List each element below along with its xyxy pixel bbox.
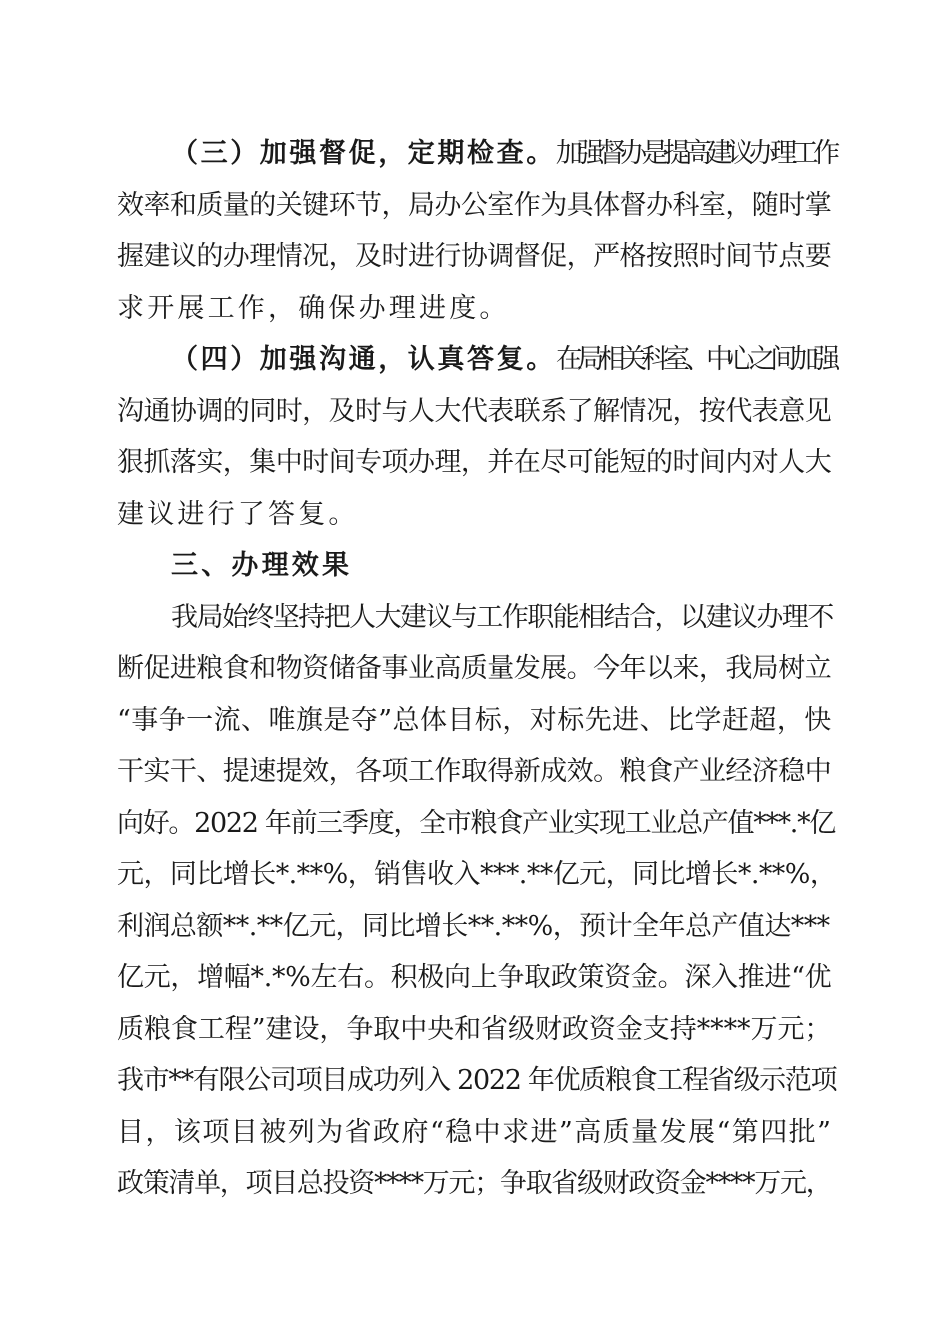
paragraph-line: 政策清单，项目总投资****万元；争取省级财政资金****万元，: [117, 1168, 832, 1199]
paragraph-communication: [117, 334, 837, 540]
paragraph-line: 元，同比增长*.**%，销售收入***.**亿元，同比增长*.**%，: [117, 859, 837, 890]
section-heading: 三、办理效果: [171, 550, 353, 581]
paragraph-line: 利润总额**.**亿元，同比增长**.**%，预计全年总产值达***: [117, 910, 830, 942]
paragraph-line: 亿元，增幅*.*%左右。积极向上争取政策资金。深入推进“优: [117, 962, 832, 993]
paragraph-lead-heading: （四）加强沟通，认真答复。: [171, 344, 556, 375]
paragraph-line: 我局始终坚持把人大建议与工作职能相结合，以建议办理不: [171, 601, 833, 633]
paragraph-text: 加强督办是提高建议办理工作: [555, 138, 835, 169]
paragraph-supervision: [117, 128, 837, 334]
paragraph-line: 效率和质量的关键环节，局办公室作为具体督办科室，随时掌: [117, 189, 832, 221]
paragraph-line: 求开展工作，确保办理进度。: [117, 292, 510, 324]
paragraph-line: [117, 334, 837, 386]
paragraph-line: “事争一流、唯旗是夺”总体目标，对标先进、比学赶超，快: [117, 704, 832, 736]
paragraph-line: 向好。2022 年前三季度，全市粮食产业实现工业总产值***.*亿: [117, 807, 835, 839]
paragraph-results: [117, 592, 837, 1210]
paragraph-line: 沟通协调的同时，及时与人大代表联系了解情况，按代表意见: [117, 395, 832, 427]
paragraph-line: 建议进行了答复。: [117, 498, 359, 530]
paragraph-line: 目，该项目被列为省政府“稳中求进”高质量发展“第四批”: [117, 1116, 833, 1148]
paragraph-line: 握建议的办理情况，及时进行协调督促，严格按照时间节点要: [117, 241, 832, 272]
document-body: [117, 128, 837, 1210]
paragraph-line: 干实干、提速提效，各项工作取得新成效。粮食产业经济稳中: [117, 756, 832, 787]
paragraph-line: 我市**有限公司项目成功列入 2022 年优质粮食工程省级示范项: [117, 1065, 837, 1096]
paragraph-line: 质粮食工程”建设，争取中央和省级财政资金支持****万元；: [117, 1013, 832, 1045]
paragraph-line: 断促进粮食和物资储备事业高质量发展。今年以来，我局树立: [117, 653, 832, 684]
paragraph-line: [117, 128, 837, 180]
paragraph-line: 狠抓落实，集中时间专项办理，并在尽可能短的时间内对人大: [117, 447, 832, 478]
paragraph-lead-heading: （三）加强督促，定期检查。: [171, 138, 556, 169]
paragraph-text: 在局相关科室、中心之间加强: [555, 344, 835, 375]
